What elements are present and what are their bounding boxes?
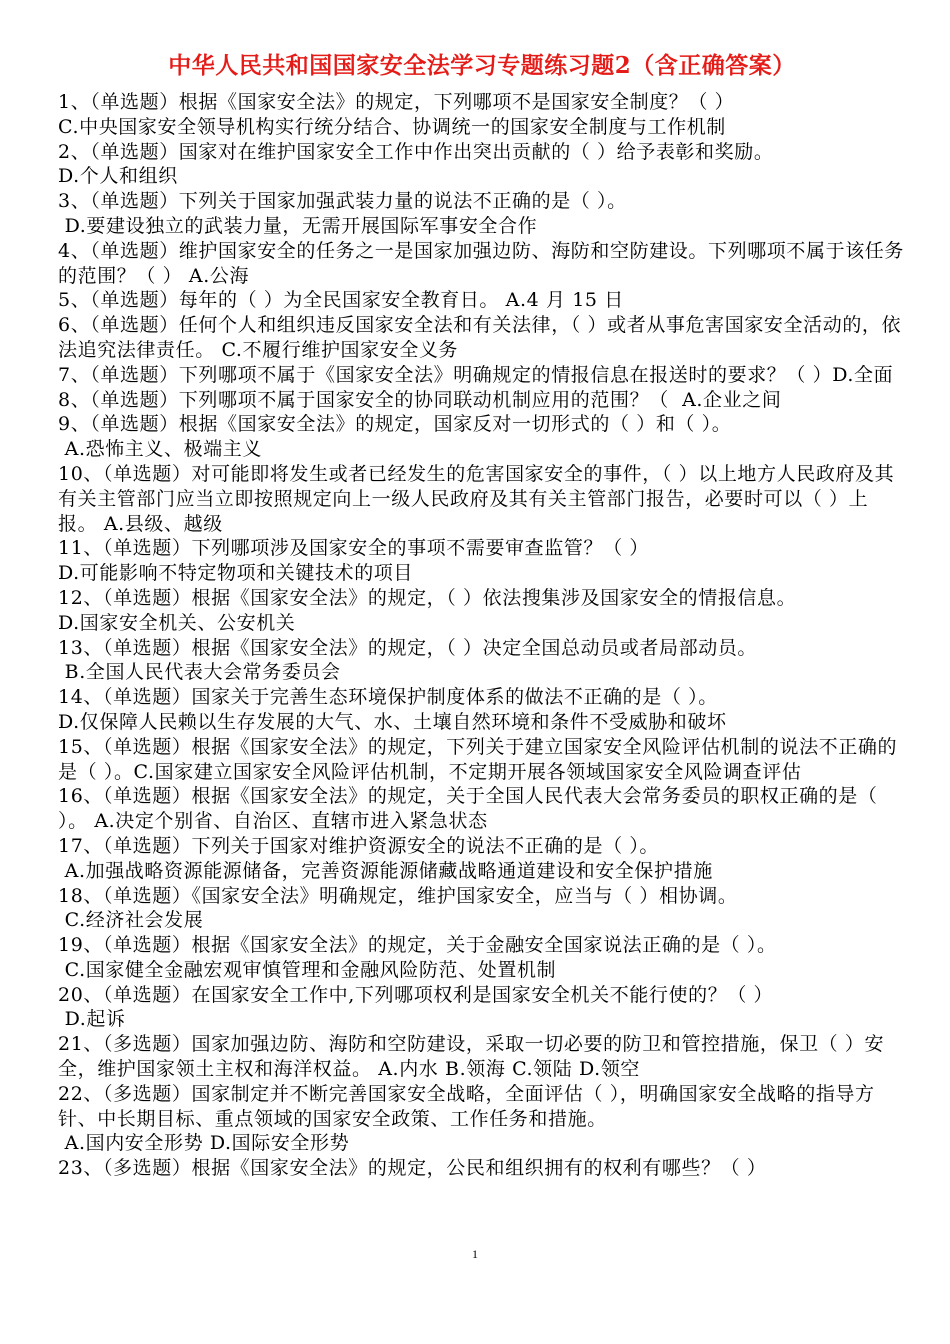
document-title: 中华人民共和国国家安全法学习专题练习题2（含正确答案）	[168, 52, 796, 79]
answer-line: A.恐怖主义、极端主义	[58, 438, 263, 461]
answer-line: A.加强战略资源能源储备，完善资源能源储藏战略通道建设和安全保护措施	[58, 859, 713, 882]
question-line: 2、（单选题）国家对在维护国家安全工作中作出突出贡献的（ ）给予表彰和奖励。	[58, 140, 774, 163]
question-line: 4、（单选题）维护国家安全的任务之一是国家加强边防、海防和空防建设。下列哪项不属于该任务的范围？（ ） A.公海	[58, 239, 904, 287]
answer-line: C.中央国家安全领导机构实行统分结合、协调统一的国家安全制度与工作机制	[58, 115, 726, 138]
answer-line: A.国内安全形势 D.国际安全形势	[58, 1132, 350, 1155]
question-line: 3、（单选题）下列关于国家加强武装力量的说法不正确的是（ ）。	[58, 190, 627, 213]
question-line: 11、（单选题）下列哪项涉及国家安全的事项不需要审查监管？（ ）	[58, 537, 649, 560]
answer-line: D.个人和组织	[58, 165, 178, 188]
question-line: 5、（单选题）每年的（ ）为全民国家安全教育日。 A.4 月 15 日	[58, 289, 624, 312]
answer-line: D.可能影响不特定物项和关键技术的项目	[58, 562, 413, 585]
question-line: 9、（单选题）根据《国家安全法》的规定，国家反对一切形式的（ ）和（ ）。	[58, 413, 732, 436]
question-line: 19、（单选题）根据《国家安全法》的规定，关于金融安全国家说法正确的是（ ）。	[58, 934, 777, 957]
answer-line: C.经济社会发展	[58, 909, 204, 932]
answer-line: D.要建设独立的武装力量，无需开展国际军事安全合作	[58, 214, 538, 237]
question-line: 20、（单选题）在国家安全工作中,下列哪项权利是国家安全机关不能行使的？（ ）	[58, 983, 774, 1006]
question-line: 22、（多选题）国家制定并不断完善国家安全战略，全面评估（ ），明确国家安全战略的指导方针、中长期目标、重点领域的国家安全政策、工作任务和措施。	[58, 1082, 875, 1130]
question-line: 17、（单选题）下列关于国家对维护资源安全的说法不正确的是（ ）。	[58, 834, 660, 857]
question-line: 23、（多选题）根据《国家安全法》的规定，公民和组织拥有的权利有哪些？（ ）	[58, 1157, 767, 1180]
question-line: 16、（单选题）根据《国家安全法》的规定，关于全国人民代表大会常务委员的职权正确的是（ ）。 A.决定个别省、自治区、直辖市进入紧急状态	[58, 785, 885, 833]
question-line: 18、（单选题）《国家安全法》明确规定，维护国家安全，应当与（ ）相协调。	[58, 884, 738, 907]
answer-line: D.国家安全机关、公安机关	[58, 611, 296, 634]
question-line: 12、（单选题）根据《国家安全法》的规定，（ ）依法搜集涉及国家安全的情报信息。	[58, 586, 797, 609]
question-line: 8、（单选题）下列哪项不属于国家安全的协同联动机制应用的范围？（ A.企业之间	[58, 388, 782, 411]
answer-line: C.国家健全金融宏观审慎管理和金融风险防范、处置机制	[58, 958, 557, 981]
document-page	[58, 50, 906, 1181]
question-line: 14、（单选题）国家关于完善生态环境保护制度体系的做法不正确的是（ ）。	[58, 686, 718, 709]
question-line: 21、（多选题）国家加强边防、海防和空防建设，采取一切必要的防卫和管控措施，保卫（ ）安全，维护国家领土主权和海洋权益。 A.内水 B.领海 C.领陆 D.领空	[58, 1033, 885, 1081]
answer-line: D.仅保障人民赖以生存发展的大气、水、土壤自然环境和条件不受威胁和破坏	[58, 710, 727, 733]
question-line: 1、（单选题）根据《国家安全法》的规定，下列哪项不是国家安全制度？（ ）	[58, 91, 735, 113]
question-line: 7、（单选题）下列哪项不属于《国家安全法》明确规定的情报信息在报送时的要求？（ ）D.全面	[58, 363, 894, 386]
question-list	[58, 90, 906, 1181]
page-number: 1	[472, 1247, 478, 1261]
answer-line: D.起诉	[58, 1008, 126, 1031]
question-line: 6、（单选题）任何个人和组织违反国家安全法和有关法律，（ ）或者从事危害国家安全活动的，依法追究法律责任。 C.不履行维护国家安全义务	[58, 314, 902, 361]
question-line: 15、（单选题）根据《国家安全法》的规定，下列关于建立国家安全风险评估机制的说法不正确的是（ ）。C.国家建立国家安全风险评估机制，不定期开展各领域国家安全风险调查评估	[58, 735, 898, 783]
question-line: 10、（单选题）对可能即将发生或者已经发生的危害国家安全的事件，（ ）以上地方人民政府及其有关主管部门应当立即按照规定向上一级人民政府及其有关主管部门报告，必要时可以（ ）上报。 A.县级、越级	[58, 462, 895, 535]
answer-line: B.全国人民代表大会常务委员会	[58, 661, 341, 684]
question-line: 13、（单选题）根据《国家安全法》的规定，（ ）决定全国总动员或者局部动员。	[58, 636, 758, 659]
